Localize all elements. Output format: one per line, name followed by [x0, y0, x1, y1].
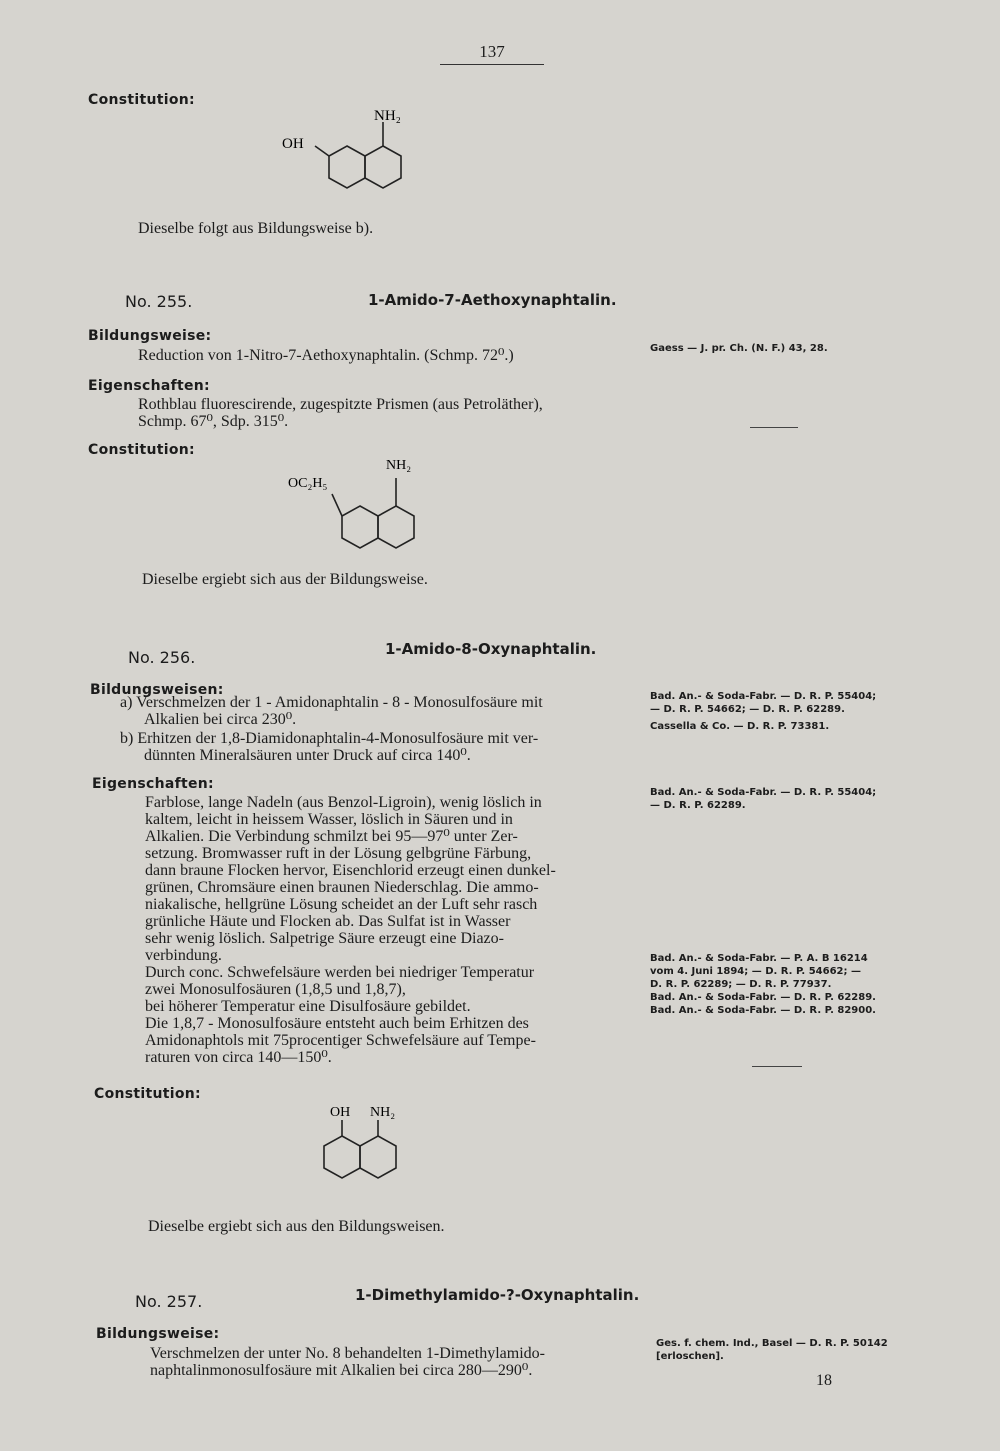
reference: Ges. f. chem. Ind., Basel — D. R. P. 50142 [erloschen].: [656, 1338, 888, 1362]
bildungsweise-text: Reduction von 1-Nitro-7-Aethoxynaphtalin. (Schmp. 72⁰.): [138, 347, 514, 364]
bildungsweisen-label: Bildungsweisen:: [90, 682, 224, 698]
signature-mark: 18: [816, 1372, 832, 1389]
reference: Cassella & Co. — D. R. P. 73381.: [650, 721, 830, 732]
reference: Gaess — J. pr. Ch. (N. F.) 43, 28.: [650, 343, 828, 354]
entry-title: 1-Dimethylamido-?-Oxynaphtalin.: [355, 1286, 640, 1304]
constitution-label: Constitution:: [94, 1086, 201, 1102]
page-number: 137: [479, 42, 505, 61]
reference: Bad. An.- & Soda-Fabr. — P. A. B 16214 vom 4. Juni 1894; — D. R. P. 54662; — D. R. P. 62289; — D. R. P. 77937. Bad. An.- & Soda-Fabr. — D. R. P. 62289. Bad. An.- & Soda-Fabr. — D. R. P. 82900.: [650, 953, 876, 1016]
entry-title: 1-Amido-8-Oxynaphtalin.: [385, 640, 597, 658]
bildungsweise-text: Verschmelzen der unter No. 8 behandelten 1-Dimethylamido- naphtalinmonosulfosäure mit Alkalien bei circa 280—290⁰.: [150, 1345, 545, 1379]
eigenschaften-text: Rothblau fluorescirende, zugespitzte Prismen (aus Petroläther), Schmp. 67⁰, Sdp. 315⁰.: [138, 396, 543, 430]
substituent-nh2: NH₂: [370, 1105, 396, 1120]
substituent-oh: OH: [282, 136, 304, 152]
substituent-oc2h5: OC₂H₅: [288, 476, 328, 491]
constitution-label: Constitution:: [88, 442, 195, 458]
entry-number: No. 256.: [128, 648, 196, 667]
section-divider: [750, 427, 798, 428]
substituent-oh: OH: [330, 1105, 351, 1120]
reference: Bad. An.- & Soda-Fabr. — D. R. P. 55404; — D. R. P. 54662; — D. R. P. 62289.: [650, 691, 877, 715]
constitution-note: Dieselbe folgt aus Bildungsweise b).: [138, 220, 374, 237]
reference: Bad. An.- & Soda-Fabr. — D. R. P. 55404; — D. R. P. 62289.: [650, 787, 877, 811]
constitution-note: Dieselbe ergiebt sich aus der Bildungsweise.: [142, 571, 428, 588]
entry-number: No. 255.: [125, 292, 193, 311]
bildungsweise-label: Bildungsweise:: [96, 1326, 220, 1342]
entry-number: No. 257.: [135, 1292, 203, 1311]
substituent-nh2: NH₂: [374, 108, 401, 124]
structure-256: [300, 1100, 440, 1210]
entry-title: 1-Amido-7-Aethoxynaphtalin.: [368, 291, 617, 309]
constitution-label: Constitution:: [88, 92, 195, 108]
structure-255: [280, 454, 460, 574]
method-b: b) Erhitzen der 1,8-Diamidonaphtalin-4-Monosulfosäure mit ver- dünnten Mineralsäuren unter Druck auf circa 140⁰.: [120, 730, 539, 764]
header-rule: [440, 64, 544, 65]
eigenschaften-text: Farblose, lange Nadeln (aus Benzol-Ligroin), wenig löslich in kaltem, leicht in heissem Wasser, löslich in Säuren und in Alkalien. Die Verbindung schmilzt bei 95—97⁰ unter Zer- setzung. Bromwasser ruft in der Lösung gelbgrüne Färbung, dann braune Flocken hervor, Eisenchlorid erzeugt einen dunkel- grünen, Chromsäure einen braunen Niederschlag. Die ammo- niakalische, hellgrüne Lösung scheidet an der Luft sehr rasch grünliche Häute und Flocken ab. Das Sulfat ist in Wasser sehr wenig löslich. Salpetrige Säure erzeugt eine Diazo- verbindung. Durch conc. Schwefelsäure werden bei niedriger Temperatur zwei Monosulfosäuren (1,8,5 und 1,8,7), bei höherer Temperatur eine Disulfosäure gebildet. Die 1,8,7 - Monosulfosäure entsteht auch beim Erhitzen des Amidonaphtols mit 75procentiger Schwefelsäure auf Tempe- raturen von circa 140—150⁰.: [145, 794, 556, 1066]
constitution-note: Dieselbe ergiebt sich aus den Bildungsweisen.: [148, 1218, 445, 1235]
eigenschaften-label: Eigenschaften:: [88, 378, 210, 394]
eigenschaften-label: Eigenschaften:: [92, 776, 214, 792]
method-a: a) Verschmelzen der 1 - Amidonaphtalin - 8 - Monosulfosäure mit Alkalien bei circa 230⁰.: [120, 694, 543, 728]
bildungsweise-label: Bildungsweise:: [88, 328, 212, 344]
section-divider: [752, 1066, 802, 1067]
substituent-nh2: NH₂: [386, 458, 412, 473]
structure-top: [270, 100, 450, 230]
